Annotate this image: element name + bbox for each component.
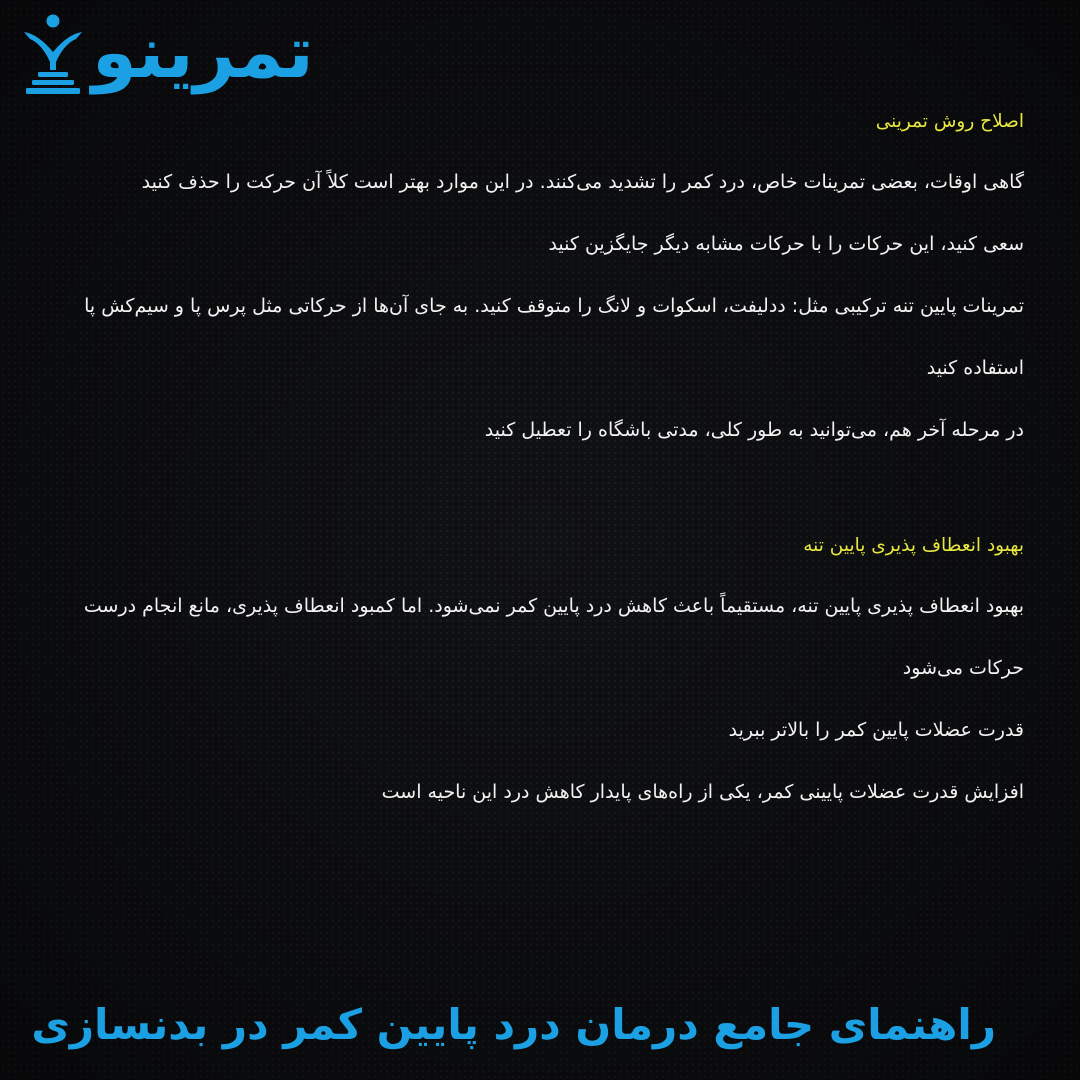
section-flexibility	[40, 517, 1024, 823]
section-heading: بهبود انعطاف پذیری پایین تنه	[803, 535, 1024, 556]
paragraph: بهبود انعطاف پذیری پایین تنه، مستقیماً باعث کاهش درد پایین کمر نمی‌شود. اما کمبود انعطاف پذیری، مانع انجام درست حرکات می‌شود	[83, 595, 1024, 679]
paragraph: افزایش قدرت عضلات پایینی کمر، یکی از راه‌های پایدار کاهش درد این ناحیه است	[381, 781, 1024, 803]
brand-wordmark: تمرینو	[92, 10, 314, 94]
paragraph: گاهی اوقات، بعضی تمرینات خاص، درد کمر را تشدید می‌کنند. در این موارد بهتر است کلاً آن حرکت را حذف کنید	[141, 171, 1024, 193]
paragraph: تمرینات پایین تنه ترکیبی مثل: ددلیفت، اسکوات و لانگ را متوقف کنید. به جای آن‌ها از حرکاتی مثل پرس پا و سیم‌کش پا استفاده کنید	[84, 295, 1024, 379]
paragraph: قدرت عضلات پایین کمر را بالاتر ببرید	[728, 719, 1024, 741]
article-content	[40, 93, 1024, 823]
paragraph: سعی کنید، این حرکات را با حرکات مشابه دیگر جایگزین کنید	[548, 233, 1024, 255]
section-heading: اصلاح روش تمرینی	[875, 111, 1024, 132]
section-training-method	[40, 93, 1024, 461]
trophy-cup-icon	[18, 12, 88, 98]
brand-logo	[18, 10, 448, 100]
section-spacer	[40, 461, 1024, 517]
footer-title: راهنمای جامع درمان درد پایین کمر در بدنسازی	[31, 1000, 996, 1049]
paragraph: در مرحله آخر هم، می‌توانید به طور کلی، مدتی باشگاه را تعطیل کنید	[484, 419, 1024, 441]
